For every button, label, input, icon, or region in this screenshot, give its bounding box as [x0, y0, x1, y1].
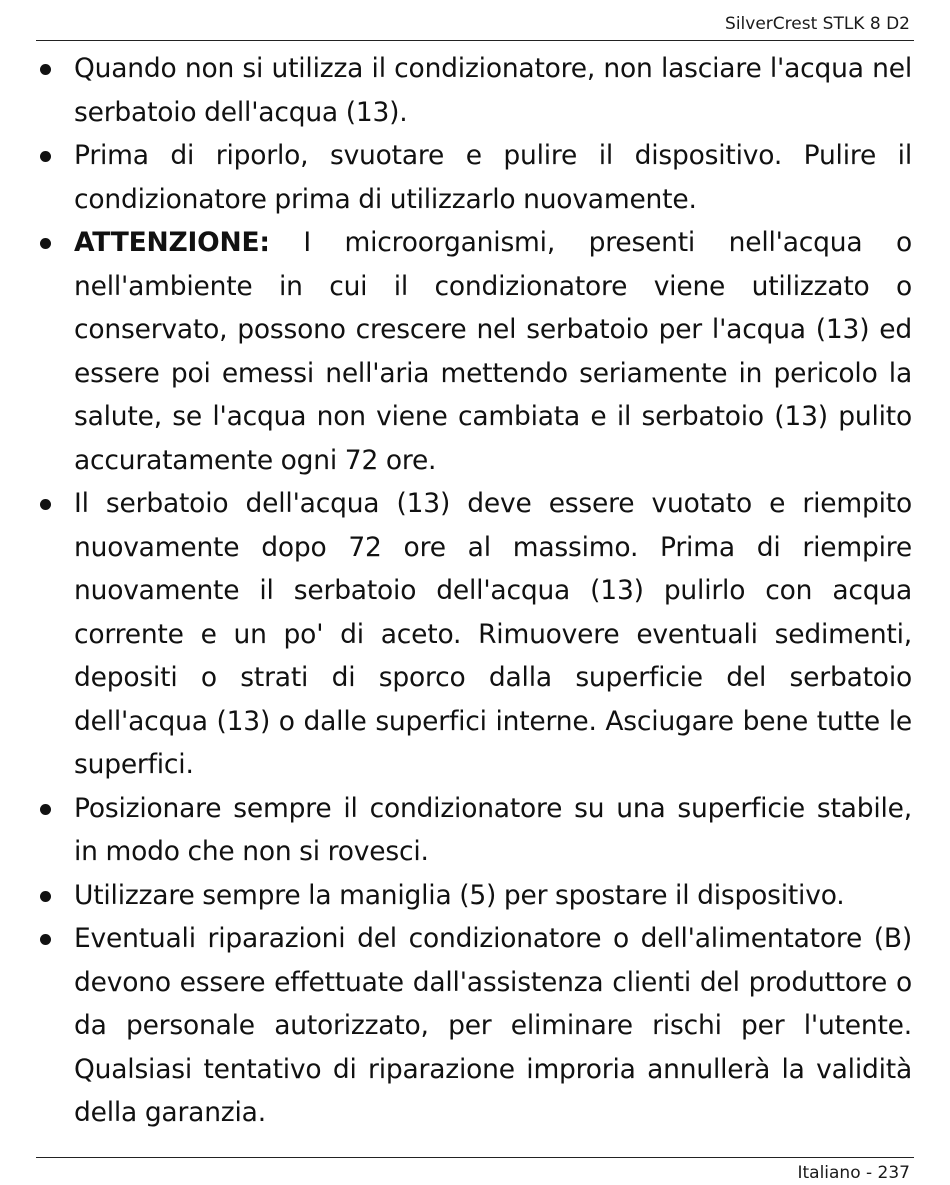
page-number: Italiano - 237 [797, 1163, 910, 1183]
bullet-icon [40, 151, 51, 162]
bullet-icon [40, 804, 51, 815]
header-title: SilverCrest STLK 8 D2 [725, 14, 910, 34]
item-text: Posizionare sempre il condizionatore su una superficie stabile, in modo che non si rovesci. [74, 792, 912, 867]
warning-label: ATTENZIONE: [74, 227, 270, 258]
footer-divider [36, 1157, 914, 1158]
item-text: Il serbatoio dell'acqua (13) deve essere vuotato e riempito nuovamente dopo 72 ore al massimo. Prima di riempire nuovamente il serbatoio dell'acqua (13) pulirlo con acqua corrente e un po' di aceto. Rimuovere eventuali sedimenti, depositi o strati di sporco dalla superficie del serbatoio dell'acqua (13) o dalle superfici interne. Asciugare bene tutte le superfici. [74, 488, 912, 780]
item-text: Quando non si utilizza il condizionatore, non lasciare l'acqua nel serbatoio dell'acqua (13). [74, 53, 912, 128]
bullet-icon [40, 934, 51, 945]
list-item [36, 134, 912, 221]
item-text: Prima di riporlo, svuotare e pulire il dispositivo. Pulire il condizionatore prima di utilizzarlo nuovamente. [74, 140, 912, 215]
bullet-icon [40, 64, 51, 75]
item-text: Utilizzare sempre la maniglia (5) per spostare il dispositivo. [74, 879, 845, 911]
bullet-icon [40, 499, 51, 510]
bullet-icon [40, 891, 51, 902]
list-item [36, 917, 912, 1135]
bullet-icon [40, 238, 51, 249]
header-divider [36, 40, 914, 41]
list-item [36, 482, 912, 787]
safety-instructions-list [36, 47, 912, 1135]
list-item [36, 47, 912, 134]
item-text: Eventuali riparazioni del condizionatore o dell'alimentatore (B) devono essere effettuate dall'assistenza clienti del produttore o da personale autorizzato, per eliminare rischi per l'utente. Qualsiasi tentativo di riparazione improria annullerà la validità della garanzia. [74, 923, 912, 1128]
list-item [36, 874, 912, 918]
item-text: I microorganismi, presenti nell'acqua o nell'ambiente in cui il condizionatore viene utilizzato o conservato, possono crescere nel serbatoio per l'acqua (13) ed essere poi emessi nell'aria mettendo seriamente in pericolo la salute, se l'acqua non viene cambiata e il serbatoio (13) pulito accuratamente ogni 72 ore. [74, 227, 912, 476]
list-item-warning [36, 221, 912, 482]
list-item [36, 787, 912, 874]
